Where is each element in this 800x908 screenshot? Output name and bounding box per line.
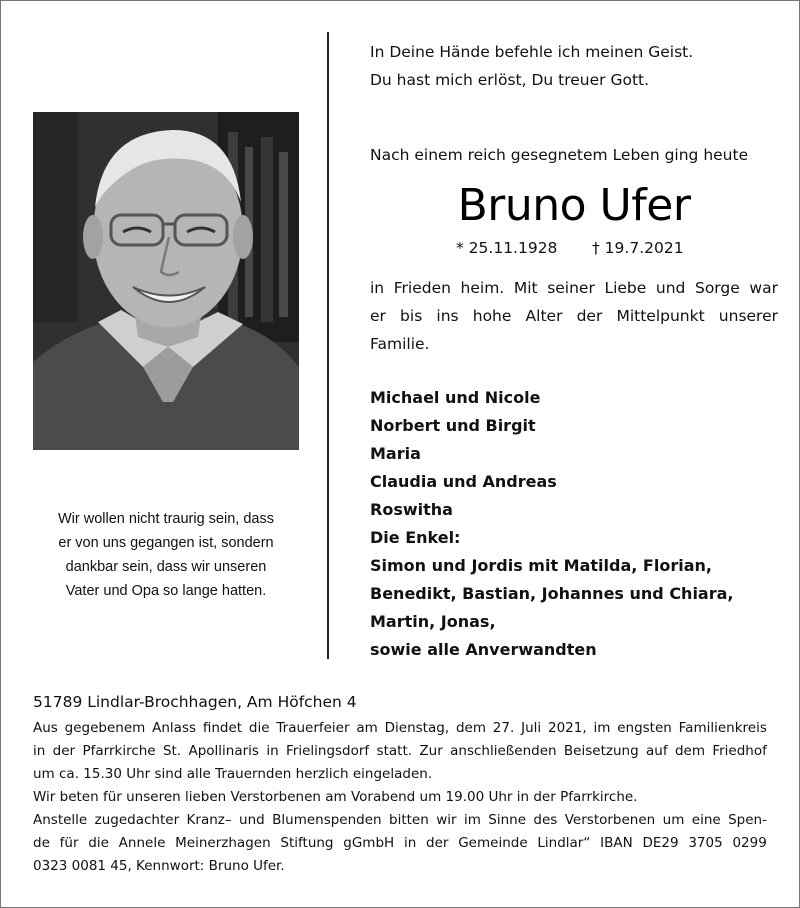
info-line: Wir beten für unseren lieben Verstorbenen am Vorabend um 19.00 Uhr in der Pfarrkirche. <box>33 789 638 805</box>
peace-line-1 <box>370 274 778 302</box>
word: eine <box>691 812 721 828</box>
quote-line: Vater und Opa so lange hatten. <box>65 583 267 599</box>
word: für <box>59 835 79 851</box>
word: zugedachter <box>94 812 180 828</box>
word: der <box>52 743 76 759</box>
intro-text: Nach einem reich gesegnetem Leben ging heute <box>370 146 749 164</box>
word: Spen- <box>728 812 767 828</box>
family-entry: Claudia und Andreas <box>370 472 557 491</box>
word: Anlass <box>152 720 197 736</box>
word: Meinerzhagen <box>175 835 271 851</box>
psalm-verse <box>370 38 693 94</box>
word: war <box>749 279 778 297</box>
word: Liebe <box>604 279 647 297</box>
family-entry: Die Enkel: <box>370 528 461 547</box>
word: Alter <box>525 307 563 325</box>
word: St. <box>162 743 182 759</box>
word: Beisetzung <box>563 743 639 759</box>
word: im <box>593 720 611 736</box>
word: am <box>356 720 378 736</box>
word: um <box>662 812 685 828</box>
word: Mittelpunkt <box>616 307 705 325</box>
info-line <box>33 809 767 832</box>
psalm-line: Du hast mich erlöst, Du treuer Gott. <box>370 71 650 89</box>
word: in <box>266 743 279 759</box>
word: Frieden <box>393 279 451 297</box>
word: Mit <box>513 279 538 297</box>
ceremony-info <box>33 717 767 878</box>
family-entry: Maria <box>370 444 421 463</box>
word: Verstorbenen <box>564 812 656 828</box>
family-entry: Norbert und Birgit <box>370 416 536 435</box>
peace-line-3: Familie. <box>370 335 430 353</box>
birth-date: * 25.11.1928 <box>456 239 558 257</box>
quote-line: Wir wollen nicht traurig sein, dass <box>58 511 274 527</box>
word: des <box>533 812 558 828</box>
word: in <box>370 279 385 297</box>
word: statt. <box>376 743 413 759</box>
info-line <box>33 832 767 855</box>
address: 51789 Lindlar-Brochhagen, Am Höfchen 4 <box>33 693 357 711</box>
family-list <box>370 384 734 664</box>
word: bis <box>400 307 423 325</box>
word: anschließenden <box>450 743 557 759</box>
word: ins <box>436 307 459 325</box>
quote-line: er von uns gegangen ist, sondern <box>58 535 274 551</box>
word: 2021, <box>547 720 587 736</box>
word: gGmbH <box>343 835 395 851</box>
word: wir <box>436 812 457 828</box>
word: IBAN <box>600 835 633 851</box>
word: Anstelle <box>33 812 88 828</box>
word: 0299 <box>732 835 767 851</box>
quote-block <box>33 507 299 603</box>
word: Sorge <box>694 279 740 297</box>
word: und <box>655 279 686 297</box>
quote-line: dankbar sein, dass wir unseren <box>65 559 267 575</box>
word: engsten <box>617 720 672 736</box>
word: Familienkreis <box>678 720 767 736</box>
word: Gemeinde <box>458 835 528 851</box>
vertical-divider <box>327 32 329 659</box>
deceased-name: Bruno Ufer <box>457 180 691 231</box>
word: Annele <box>118 835 166 851</box>
word: heim. <box>460 279 505 297</box>
word: Zur <box>419 743 443 759</box>
word: in <box>33 743 46 759</box>
psalm-line: In Deine Hände befehle ich meinen Geist. <box>370 43 694 61</box>
word: unserer <box>718 307 778 325</box>
word: in <box>403 835 417 851</box>
word: seiner <box>547 279 595 297</box>
word: der <box>576 307 603 325</box>
word: Juli <box>521 720 542 736</box>
peace-text <box>370 274 778 358</box>
word: Trauerfeier <box>276 720 350 736</box>
word: Kranz– <box>186 812 232 828</box>
portrait-photo <box>33 112 299 450</box>
word: die <box>88 835 109 851</box>
word: Sinne <box>488 812 527 828</box>
word: Pfarrkirche <box>82 743 156 759</box>
word: bitten <box>389 812 429 828</box>
peace-line-2 <box>370 302 778 330</box>
word: er <box>370 307 386 325</box>
family-entry: Michael und Nicole <box>370 388 541 407</box>
word: Stiftung <box>280 835 334 851</box>
family-entry: Martin, Jonas, <box>370 612 496 631</box>
word: Apollinaris <box>188 743 259 759</box>
word: Friedhof <box>712 743 767 759</box>
word: Dienstag, <box>384 720 450 736</box>
info-line <box>33 740 767 763</box>
word: hohe <box>472 307 512 325</box>
family-entry: Roswitha <box>370 500 453 519</box>
info-line <box>33 717 767 740</box>
death-date: † 19.7.2021 <box>592 239 684 257</box>
family-entry: Benedikt, Bastian, Johannes und Chiara, <box>370 584 734 603</box>
word: dem <box>674 743 705 759</box>
word: de <box>33 835 50 851</box>
word: 27. <box>492 720 515 736</box>
word: Frielingsdorf <box>286 743 370 759</box>
word: auf <box>646 743 668 759</box>
family-entry: Simon und Jordis mit Matilda, Florian, <box>370 556 712 575</box>
word: Blumenspenden <box>272 812 382 828</box>
word: im <box>463 812 481 828</box>
word: und <box>239 812 265 828</box>
word: findet <box>202 720 243 736</box>
word: Lindlar“ <box>537 835 591 851</box>
info-line: um ca. 15.30 Uhr sind alle Trauernden herzlich eingeladen. <box>33 766 433 782</box>
word: die <box>248 720 270 736</box>
word: Aus <box>33 720 58 736</box>
info-line: 0323 0081 45, Kennwort: Bruno Ufer. <box>33 858 285 874</box>
word: dem <box>455 720 486 736</box>
word: 3705 <box>688 835 723 851</box>
word: der <box>426 835 449 851</box>
word: DE29 <box>642 835 679 851</box>
family-entry: sowie alle Anverwandten <box>370 640 597 659</box>
word: gegebenem <box>64 720 146 736</box>
